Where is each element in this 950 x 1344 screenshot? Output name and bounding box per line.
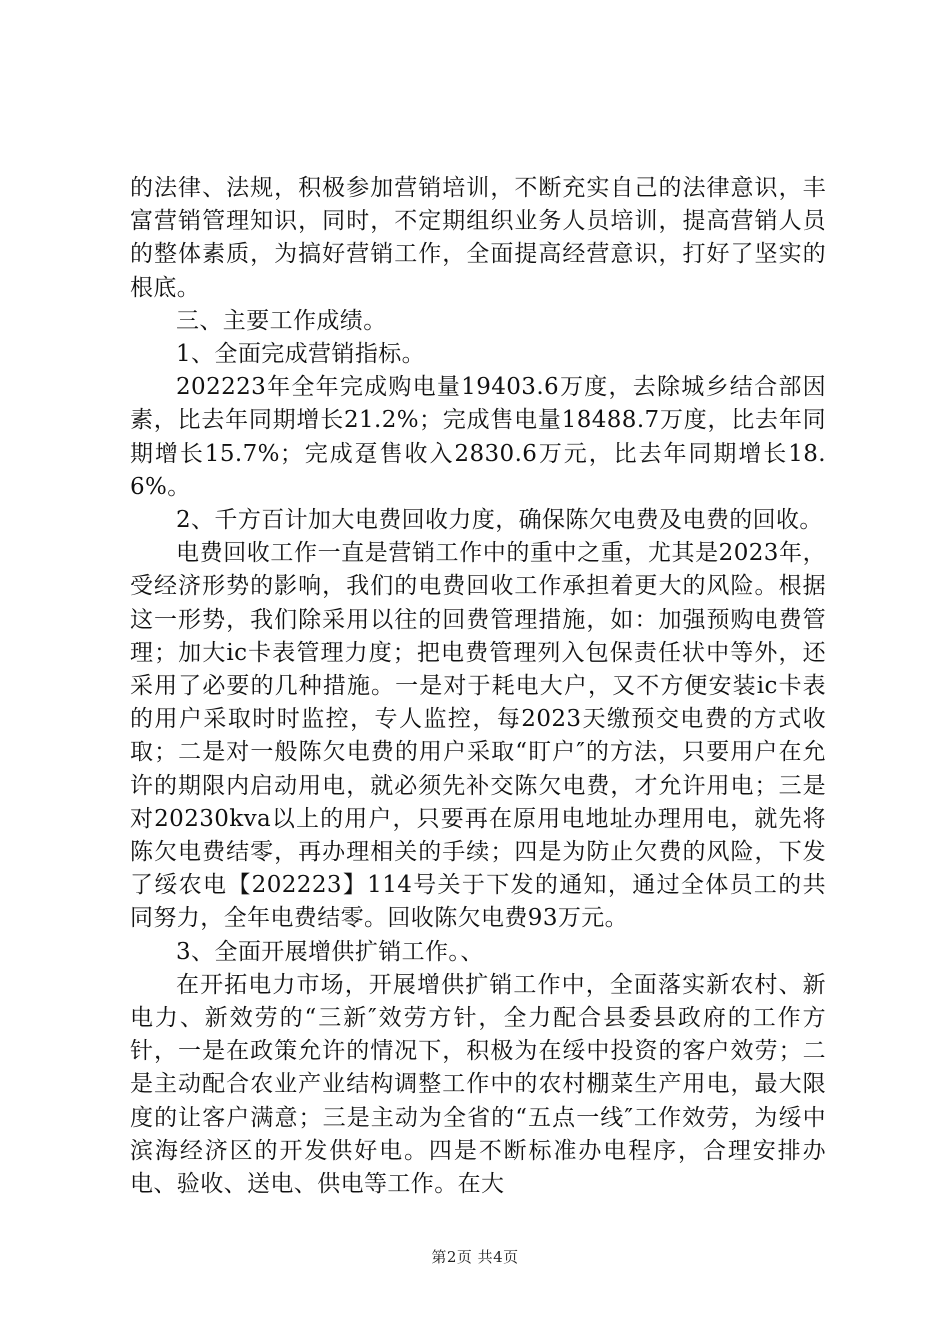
page-number-footer: 第2页 共4页 bbox=[431, 1248, 519, 1266]
paragraph-sales-figures: 202223年全年完成购电量19403.6万度，去除城乡结合部因素，比去年同期增长21.2%；完成售电量18488.7万度，比去年同期增长15.7%；完成趸售收入2830.6万元，比去年同期增长18.6%。 bbox=[130, 374, 826, 500]
subheading-supply-expansion: 3、全面开展增供扩销工作。、 bbox=[176, 938, 484, 965]
section-heading-achievements: 三、主要工作成绩。 bbox=[176, 307, 387, 334]
subheading-fee-recovery: 2、千方百计加大电费回收力度，确保陈欠电费及电费的回收。 bbox=[176, 507, 823, 534]
subheading-sales-targets: 1、全面完成营销指标。 bbox=[176, 341, 426, 368]
paragraph-fee-recovery: 电费回收工作一直是营销工作中的重中之重，尤其是2023年，受经济形势的影响，我们的电费回收工作承担着更大的风险。根据这一形势，我们除采用以往的回费管理措施，如：加强预购电费管理；加大ic卡表管理力度；把电费管理列入包保责任状中等外，还采用了必要的几种措施。一是对于耗电大户，又不方便安装ic卡表的用户采取时时监控，专人监控，每2023天缴预交电费的方式收取；二是对一般陈欠电费的用户采取“盯户″的方法，只要用户在允许的期限内启动用电，就必须先补交陈欠电费，才允许用电；三是对20230kva以上的用户，只要再在原用电地址办理用电，就先将陈欠电费结零，再办理相关的手续；四是为防止欠费的风险，下发了绥农电【202223】114号关于下发的通知，通过全体员工的共同努力，全年电费结零。回收陈欠电费93万元。 bbox=[130, 540, 826, 932]
paragraph-supply-expansion: 在开拓电力市场，开展增供扩销工作中，全面落实新农村、新电力、新效劳的“三新″效劳方针，全力配合县委县政府的工作方针，一是在政策允许的情况下，积极为在绥中投资的客户效劳；二是主动配合农业产业结构调整工作中的农村棚菜生产用电，最大限度的让客户满意；三是主动为全省的“五点一线″工作效劳，为绥中滨海经济区的开发供好电。四是不断标准办电程序，合理安排办电、验收、送电、供电等工作。在大 bbox=[130, 971, 826, 1198]
paragraph-continuation: 的法律、法规，积极参加营销培训，不断充实自己的法律意识，丰富营销管理知识，同时，不定期组织业务人员培训，提高营销人员的整体素质，为搞好营销工作，全面提高经营意识，打好了坚实的根底。 bbox=[130, 175, 826, 301]
document-body bbox=[130, 172, 826, 1201]
